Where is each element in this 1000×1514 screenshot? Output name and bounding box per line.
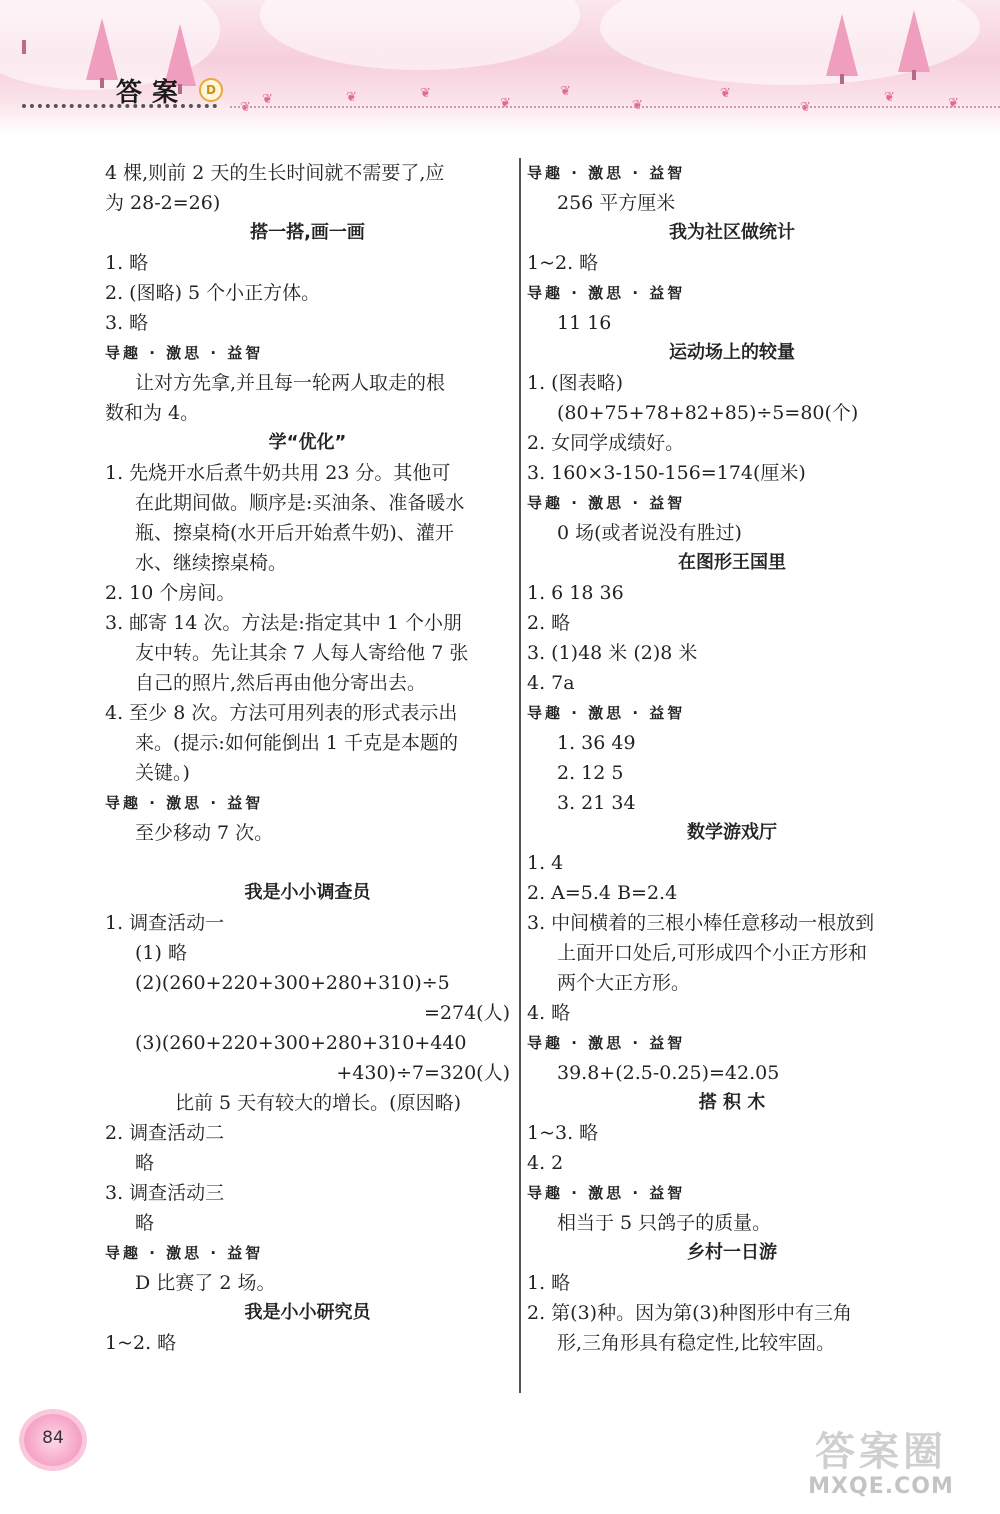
answer-line: 2. 第(3)种。因为第(3)种图形中有三角 bbox=[527, 1302, 852, 1324]
answer-line: D 比赛了 2 场。 bbox=[135, 1272, 276, 1294]
answer-line: 2. 略 bbox=[527, 612, 571, 634]
extension-label: 导趣 · 激思 · 益智 bbox=[527, 284, 686, 302]
answer-line: 自己的照片,然后再由他分寄出去。 bbox=[135, 672, 427, 694]
answer-line: 3. 邮寄 14 次。方法是:指定其中 1 个小朋 bbox=[105, 612, 462, 634]
answer-line: 2. A=5.4 B=2.4 bbox=[527, 882, 678, 904]
watermark-logo: 答案圈 bbox=[815, 1429, 947, 1475]
answer-line: (80+75+78+82+85)÷5=80(个) bbox=[557, 402, 859, 424]
answer-line: 形,三角形具有稳定性,比较牢固。 bbox=[557, 1332, 836, 1354]
butterfly-icon: ❦ bbox=[720, 86, 731, 101]
page-number: 84 bbox=[42, 1428, 64, 1448]
answer-line: 3. 中间横着的三根小棒任意移动一根放到 bbox=[527, 912, 875, 934]
answer-line: =274(人) bbox=[423, 1002, 510, 1024]
answer-line: 3. 调查活动三 bbox=[105, 1182, 225, 1204]
tree-decoration bbox=[898, 10, 930, 72]
answer-line: 1. 6 18 36 bbox=[527, 582, 624, 604]
answer-line: 1. 36 49 bbox=[557, 732, 636, 754]
watermark-url: MXQE.COM bbox=[808, 1474, 954, 1499]
section-heading: 乡村一日游 bbox=[687, 1242, 777, 1263]
section-heading: 我是小小研究员 bbox=[244, 1302, 371, 1323]
section-heading: 在图形王国里 bbox=[678, 552, 786, 573]
extension-label: 导趣 · 激思 · 益智 bbox=[527, 1184, 686, 1202]
answer-line: 2. 女同学成绩好。 bbox=[527, 432, 685, 454]
answer-line: 3. 160×3-150-156=174(厘米) bbox=[527, 462, 806, 484]
butterfly-icon: ❦ bbox=[420, 86, 431, 101]
page-number-badge bbox=[14, 1410, 94, 1470]
tree-decoration bbox=[826, 14, 858, 76]
answer-line: 略 bbox=[135, 1212, 155, 1234]
answer-line: 让对方先拿,并且每一轮两人取走的根 bbox=[135, 372, 446, 394]
extension-label: 导趣 · 激思 · 益智 bbox=[105, 344, 264, 362]
answer-line: 4. 略 bbox=[527, 1002, 571, 1024]
answer-line: 3. 略 bbox=[105, 312, 149, 334]
tree-trunk bbox=[912, 70, 916, 80]
butterfly-icon: ❦ bbox=[240, 100, 251, 115]
butterfly-icon: ❦ bbox=[632, 98, 643, 113]
answer-line: 来。(提示:如何能倒出 1 千克是本题的 bbox=[135, 732, 458, 754]
section-heading: 运动场上的较量 bbox=[669, 342, 795, 363]
title-badge: D bbox=[199, 78, 223, 102]
answer-line: 水、继续擦桌椅。 bbox=[135, 552, 288, 574]
answer-line: 3. (1)48 米 (2)8 米 bbox=[527, 642, 698, 664]
header-banner bbox=[0, 0, 1000, 135]
section-heading: 我是小小调查员 bbox=[244, 882, 371, 903]
butterfly-icon: ❦ bbox=[560, 84, 571, 99]
cloud-decoration bbox=[260, 0, 580, 70]
spacer bbox=[105, 848, 510, 878]
answer-line: 相当于 5 只鸽子的质量。 bbox=[557, 1212, 772, 1234]
extension-label: 导趣 · 激思 · 益智 bbox=[527, 494, 686, 512]
answer-line: 略 bbox=[135, 1152, 155, 1174]
answer-line: 至少移动 7 次。 bbox=[135, 822, 274, 844]
answer-line: 2. 12 5 bbox=[557, 762, 624, 784]
answer-line: 39.8+(2.5-0.25)=42.05 bbox=[557, 1062, 780, 1084]
answer-line: 4. 2 bbox=[527, 1152, 564, 1174]
watermark bbox=[770, 1420, 992, 1506]
answer-line: (2)(260+220+300+280+310)÷5 bbox=[135, 972, 450, 994]
extension-label: 导趣 · 激思 · 益智 bbox=[105, 1244, 264, 1262]
section-heading: 学“优化” bbox=[268, 432, 347, 453]
butterfly-icon: ❦ bbox=[346, 90, 357, 105]
section-heading: 我为社区做统计 bbox=[669, 222, 795, 243]
answer-line: 2. 调查活动二 bbox=[105, 1122, 225, 1144]
answer-line: 1. 4 bbox=[527, 852, 564, 874]
answer-line: 256 平方厘米 bbox=[557, 192, 676, 214]
answer-line: 为 28-2=26) bbox=[105, 192, 221, 214]
answer-line: +430)÷7=320(人) bbox=[336, 1062, 510, 1084]
butterfly-icon: ❦ bbox=[262, 92, 273, 107]
column-divider bbox=[519, 158, 521, 1393]
butterfly-icon: ❦ bbox=[800, 100, 811, 115]
answer-line: 数和为 4。 bbox=[105, 402, 200, 424]
section-heading: 搭 积 木 bbox=[698, 1092, 766, 1113]
answer-line: 上面开口处后,可形成四个小正方形和 bbox=[557, 942, 868, 964]
answer-line: 两个大正方形。 bbox=[557, 972, 691, 994]
answer-line: 3. 21 34 bbox=[557, 792, 636, 814]
answer-line: 1. 略 bbox=[105, 252, 149, 274]
butterfly-icon: ❦ bbox=[500, 96, 511, 111]
answer-line: 1. 调查活动一 bbox=[105, 912, 225, 934]
answer-line: (3)(260+220+300+280+310+440 bbox=[135, 1032, 467, 1054]
answer-line: 0 场(或者说没有胜过) bbox=[557, 522, 742, 544]
extension-label: 导趣 · 激思 · 益智 bbox=[105, 794, 264, 812]
answer-line: 友中转。先让其余 7 人每人寄给他 7 张 bbox=[135, 642, 469, 664]
answer-line: 1~2. 略 bbox=[105, 1332, 177, 1354]
tree-decoration bbox=[86, 18, 118, 80]
stick-decoration bbox=[22, 40, 26, 54]
tree-trunk bbox=[100, 78, 104, 88]
answer-line: 瓶、擦桌椅(水开后开始煮牛奶)、灌开 bbox=[135, 522, 454, 544]
answer-line: 在此期间做。顺序是:买油条、准备暖水 bbox=[135, 492, 465, 514]
answer-line: 1. (图表略) bbox=[527, 372, 623, 394]
butterfly-icon: ❦ bbox=[884, 90, 895, 105]
section-heading: 搭一搭,画一画 bbox=[250, 222, 365, 243]
answer-line: 1. 略 bbox=[527, 1272, 571, 1294]
left-column bbox=[105, 158, 510, 1358]
right-column bbox=[527, 158, 937, 1358]
answer-line: 11 16 bbox=[557, 312, 612, 334]
page-title: 答案 bbox=[116, 78, 189, 108]
answer-line: (1) 略 bbox=[135, 942, 187, 964]
extension-label: 导趣 · 激思 · 益智 bbox=[527, 164, 686, 182]
answer-line: 4. 7a bbox=[527, 672, 575, 694]
answer-line: 4. 至少 8 次。方法可用列表的形式表示出 bbox=[105, 702, 458, 724]
tree-trunk bbox=[840, 74, 844, 84]
dotted-rule-light bbox=[230, 106, 1000, 108]
dotted-rule bbox=[22, 104, 217, 108]
section-heading: 数学游戏厅 bbox=[687, 822, 777, 843]
extension-label: 导趣 · 激思 · 益智 bbox=[527, 1034, 686, 1052]
answer-line: 2. (图略) 5 个小正方体。 bbox=[105, 282, 321, 304]
answer-line: 1. 先烧开水后煮牛奶共用 23 分。其他可 bbox=[105, 462, 451, 484]
answer-line: 4 棵,则前 2 天的生长时间就不需要了,应 bbox=[105, 162, 445, 184]
answer-line: 1~3. 略 bbox=[527, 1122, 599, 1144]
answer-line: 1~2. 略 bbox=[527, 252, 599, 274]
answer-line: 关键。) bbox=[135, 762, 190, 784]
answer-line: 2. 10 个房间。 bbox=[105, 582, 236, 604]
answer-line: 比前 5 天有较大的增长。(原因略) bbox=[175, 1092, 461, 1114]
butterfly-icon: ❦ bbox=[948, 96, 959, 111]
extension-label: 导趣 · 激思 · 益智 bbox=[527, 704, 686, 722]
